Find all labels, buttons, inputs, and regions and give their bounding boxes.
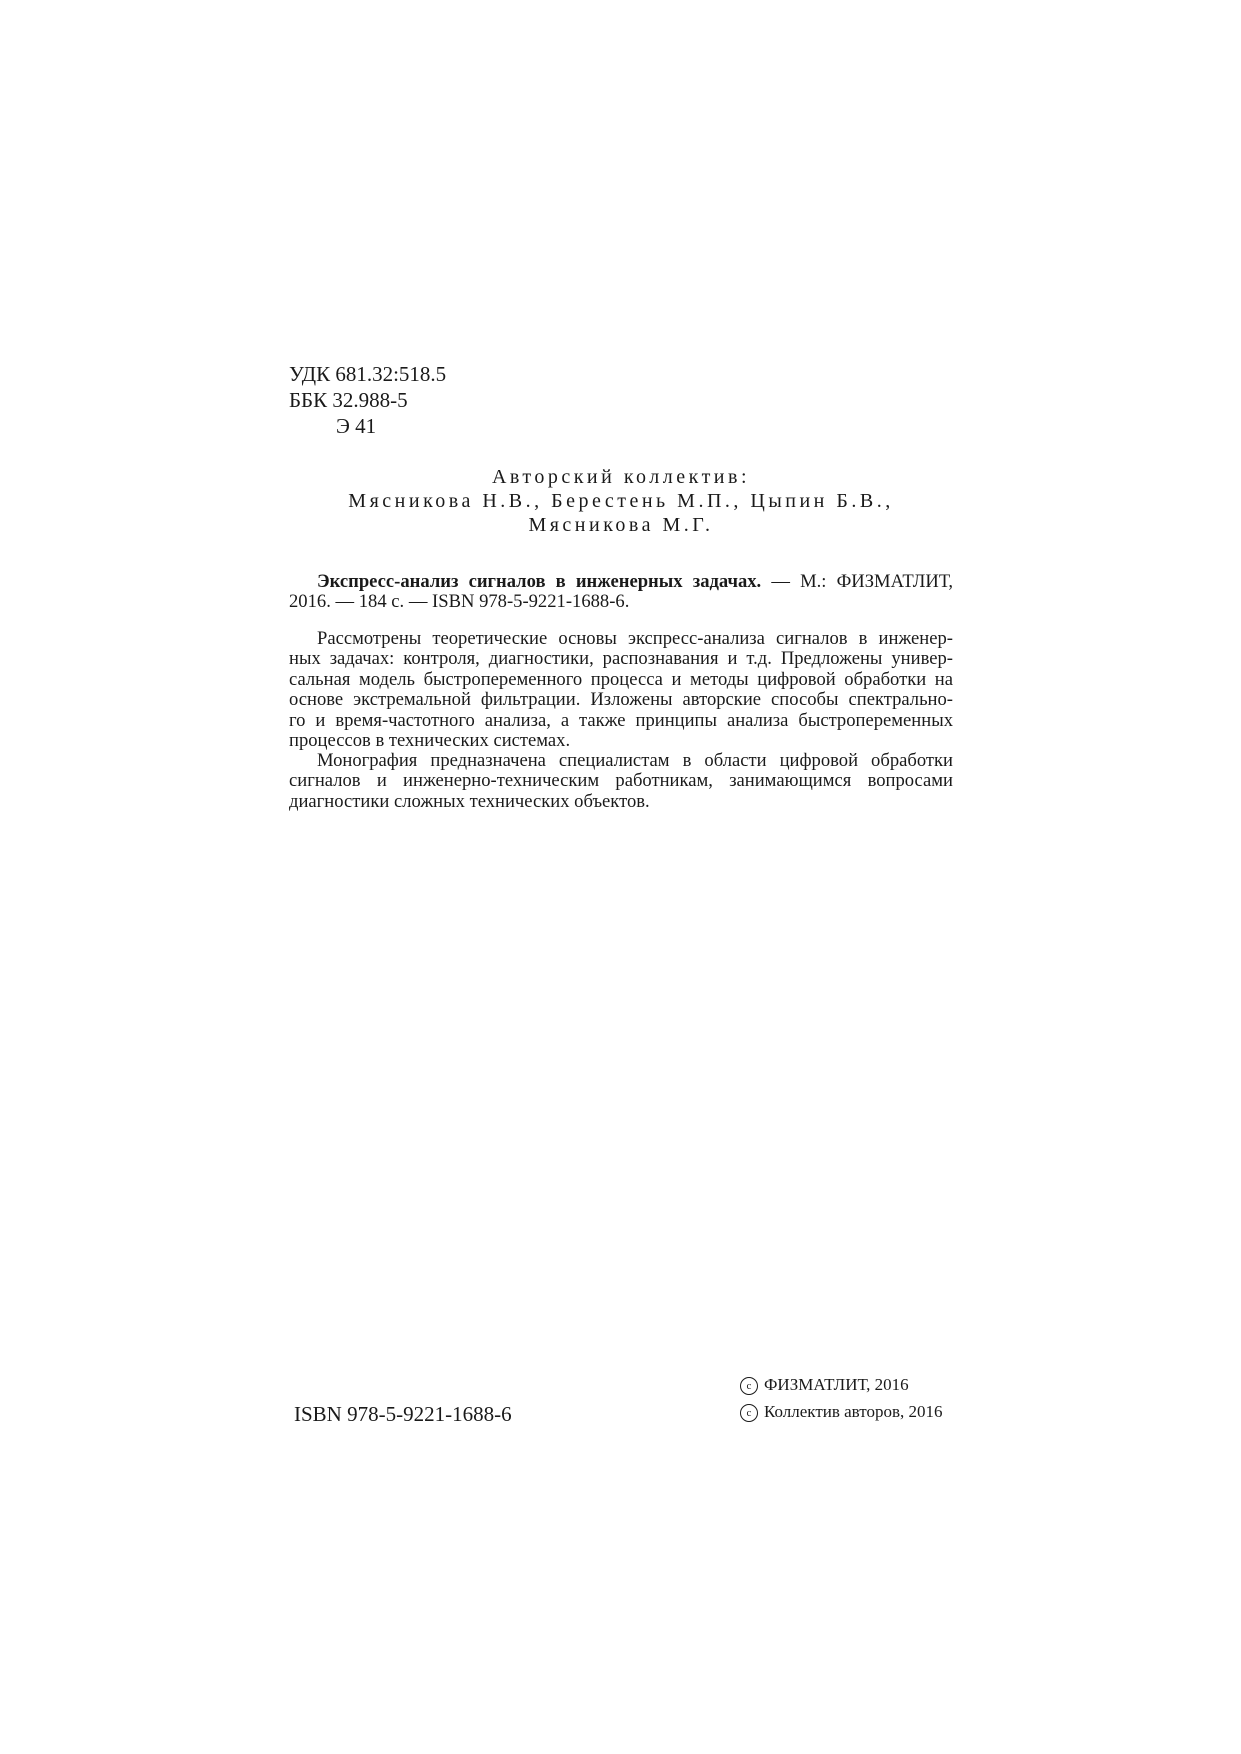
copyright-icon: c (740, 1404, 758, 1422)
author-mark: Э 41 (336, 414, 377, 438)
abstract-line: ных задачах: контроля, диагностики, распознавания и т.д. Предложены универ- (289, 648, 953, 670)
copyright-authors (740, 1402, 943, 1422)
abstract-line: процессов в технических системах. (289, 730, 571, 752)
bbk-code: ББК 32.988-5 (289, 388, 408, 412)
authors-block (289, 465, 953, 537)
udk-code: УДК 681.32:518.5 (289, 362, 447, 386)
citation (289, 572, 953, 613)
copyright-icon: c (740, 1377, 758, 1395)
citation-line-1 (289, 572, 953, 592)
abstract-line: сальная модель быстропеременного процесса и методы цифровой обработки на (289, 668, 953, 690)
copyright-publisher-text: ФИЗМАТЛИТ, 2016 (764, 1375, 909, 1394)
authors-line-2: Мясникова М.Г. (528, 514, 714, 536)
abstract-line: основе экстремальной фильтрации. Изложены авторские способы спектрально- (289, 689, 953, 711)
citation-publisher: — М.: ФИЗМАТЛИТ, (761, 571, 953, 592)
citation-line-2: 2016. — 184 с. — ISBN 978-5-9221-1688-6. (289, 591, 630, 613)
copyright-publisher (740, 1375, 909, 1395)
authors-line-1: Мясникова Н.В., Берестень М.П., Цыпин Б.В., (348, 490, 894, 512)
abstract-line: го и время-частотного анализа, а также принципы анализа быстропеременных (289, 709, 953, 731)
abstract-line: диагностики сложных технических объектов. (289, 790, 650, 812)
abstract-line: Монография предназначена специалистам в области цифровой обработки (317, 750, 953, 771)
isbn-footer: ISBN 978-5-9221-1688-6 (294, 1402, 512, 1426)
abstract-paragraph-2 (289, 751, 953, 812)
abstract-line: сигналов и инженерно-техническим работникам, занимающимся вопросами (289, 770, 953, 792)
copyright-authors-text: Коллектив авторов, 2016 (764, 1402, 943, 1421)
abstract-line: Рассмотрены теоретические основы экспресс-анализа сигналов в инженер- (317, 628, 953, 649)
authors-heading: Авторский коллектив: (491, 466, 751, 488)
abstract-paragraph-1 (289, 629, 953, 751)
book-title: Экспресс-анализ сигналов в инженерных задачах. (317, 571, 762, 592)
